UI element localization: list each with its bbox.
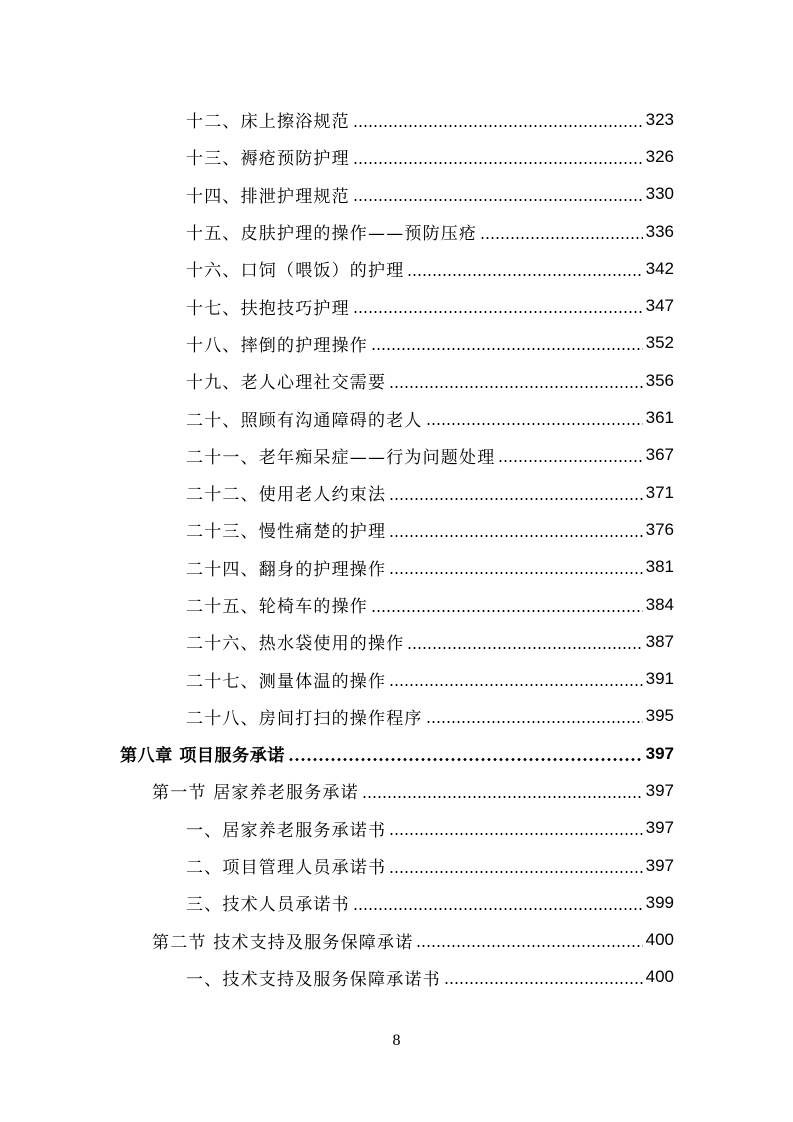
toc-entry-label: 十二、床上擦浴规范: [186, 112, 350, 133]
toc-entry-page-number: 395: [645, 706, 674, 726]
toc-entry-page-number: 376: [645, 519, 674, 539]
toc-entry[interactable]: [186, 847, 674, 884]
toc-entry-label: 十九、老人心理社交需要: [186, 373, 387, 394]
toc-entry-page-number: 356: [645, 370, 674, 390]
toc-entry[interactable]: [186, 287, 674, 324]
toc-entry[interactable]: [186, 549, 674, 586]
toc-entry[interactable]: [186, 399, 674, 436]
toc-dot-leader: [426, 423, 643, 425]
toc-entry[interactable]: [186, 660, 674, 697]
toc-entry[interactable]: [186, 511, 674, 548]
toc-entry-page-number: 391: [645, 669, 674, 689]
toc-entry-page-number: 371: [645, 482, 674, 502]
toc-entry-page-number: 361: [645, 408, 674, 428]
toc-entry-page-number: 381: [645, 557, 674, 577]
toc-entry[interactable]: [186, 959, 674, 996]
toc-entry-page-number: 330: [645, 184, 674, 204]
toc-entry-page-number: 397: [645, 855, 674, 875]
toc-dot-leader: [371, 610, 643, 612]
toc-entry-page-number: 387: [645, 631, 674, 651]
toc-entry-label: 第一节 居家养老服务承诺: [152, 783, 359, 804]
toc-entry-label: 十五、皮肤护理的操作——预防压疮: [186, 224, 478, 245]
toc-entry-page-number: 400: [645, 967, 674, 987]
toc-entry-label: 二十二、使用老人约束法: [186, 485, 387, 506]
toc-dot-leader: [389, 535, 642, 537]
toc-entry[interactable]: [186, 698, 674, 735]
toc-dot-leader: [416, 945, 642, 947]
toc-entry-label: 二十四、翻身的护理操作: [186, 559, 387, 580]
toc-entry-page-number: 367: [645, 445, 674, 465]
toc-entry-label: 十三、褥疮预防护理: [186, 149, 350, 170]
toc-entry-page-number: 347: [645, 296, 674, 316]
toc-entry[interactable]: [186, 474, 674, 511]
toc-entry-page-number: 400: [645, 930, 674, 950]
toc-entry[interactable]: [186, 884, 674, 921]
toc-dot-leader: [480, 237, 642, 239]
toc-dot-leader: [389, 833, 642, 835]
toc-entry-label: 二十七、测量体温的操作: [186, 671, 387, 692]
toc-entry[interactable]: [186, 176, 674, 213]
toc-entry-label: 二十五、轮椅车的操作: [186, 597, 368, 617]
toc-dot-leader: [288, 758, 643, 761]
toc-dot-leader: [362, 796, 643, 798]
toc-entry-label: 二、项目管理人员承诺书: [186, 858, 387, 879]
toc-entry[interactable]: [152, 922, 674, 959]
toc-entry-label: 十八、摔倒的护理操作: [186, 335, 368, 356]
toc-entry[interactable]: [152, 772, 674, 809]
toc-dot-leader: [389, 684, 642, 686]
toc-entry-label: 一、居家养老服务承诺书: [186, 820, 387, 841]
toc-entry-page-number: 397: [645, 818, 674, 838]
toc-dot-leader: [353, 908, 643, 910]
toc-entry-label: 二十八、房间打扫的操作程序: [186, 708, 423, 729]
table-of-contents: [0, 101, 793, 996]
toc-entry-label: 第二节 技术支持及服务保障承诺: [152, 932, 414, 953]
toc-entry-label: 二十六、热水袋使用的操作: [186, 634, 405, 655]
toc-entry[interactable]: [186, 586, 674, 623]
toc-dot-leader: [389, 871, 642, 873]
toc-dot-leader: [353, 199, 643, 201]
toc-entry-page-number: 336: [645, 221, 674, 241]
toc-entry[interactable]: [186, 325, 674, 362]
toc-entry-label: 三、技术人员承诺书: [186, 895, 350, 916]
toc-entry[interactable]: [186, 101, 674, 138]
toc-entry-label: 二十、照顾有沟通障碍的老人: [186, 410, 423, 431]
toc-entry[interactable]: [186, 437, 674, 474]
toc-entry[interactable]: [186, 250, 674, 287]
toc-entry-page-number: 342: [645, 258, 674, 278]
toc-entry-label: 一、技术支持及服务保障承诺书: [186, 969, 441, 990]
toc-entry[interactable]: [120, 735, 674, 772]
toc-entry-label: 十四、排泄护理规范: [186, 186, 350, 207]
toc-dot-leader: [426, 721, 643, 723]
toc-entry-label: 二十一、老年痴呆症——行为问题处理: [186, 447, 496, 468]
toc-entry-page-number: 326: [645, 146, 674, 166]
toc-entry-label: 二十三、慢性痛楚的护理: [186, 522, 387, 543]
toc-entry[interactable]: [186, 138, 674, 175]
toc-entry-page-number: 384: [645, 594, 674, 614]
toc-entry-page-number: 397: [645, 743, 674, 763]
toc-entry[interactable]: [186, 213, 674, 250]
toc-dot-leader: [389, 498, 642, 500]
toc-entry-page-number: 323: [645, 109, 674, 129]
toc-entry[interactable]: [186, 810, 674, 847]
toc-entry-page-number: 397: [645, 780, 674, 800]
toc-dot-leader: [353, 311, 643, 313]
toc-dot-leader: [353, 162, 643, 164]
toc-dot-leader: [389, 572, 642, 574]
page-number: 8: [392, 1032, 401, 1049]
toc-dot-leader: [444, 982, 643, 984]
toc-entry-label: 十七、扶抱技巧护理: [186, 298, 350, 319]
toc-entry[interactable]: [186, 362, 674, 399]
toc-dot-leader: [407, 274, 642, 276]
toc-entry-page-number: 352: [645, 333, 674, 353]
toc-dot-leader: [498, 460, 642, 462]
toc-dot-leader: [371, 348, 643, 350]
toc-entry[interactable]: [186, 623, 674, 660]
toc-entry-page-number: 399: [645, 892, 674, 912]
toc-entry-label: 十六、口饲（喂饭）的护理: [186, 261, 405, 282]
toc-entry-label: 第八章 项目服务承诺: [120, 746, 285, 767]
toc-dot-leader: [389, 386, 642, 388]
toc-dot-leader: [407, 647, 642, 649]
toc-dot-leader: [353, 125, 643, 127]
